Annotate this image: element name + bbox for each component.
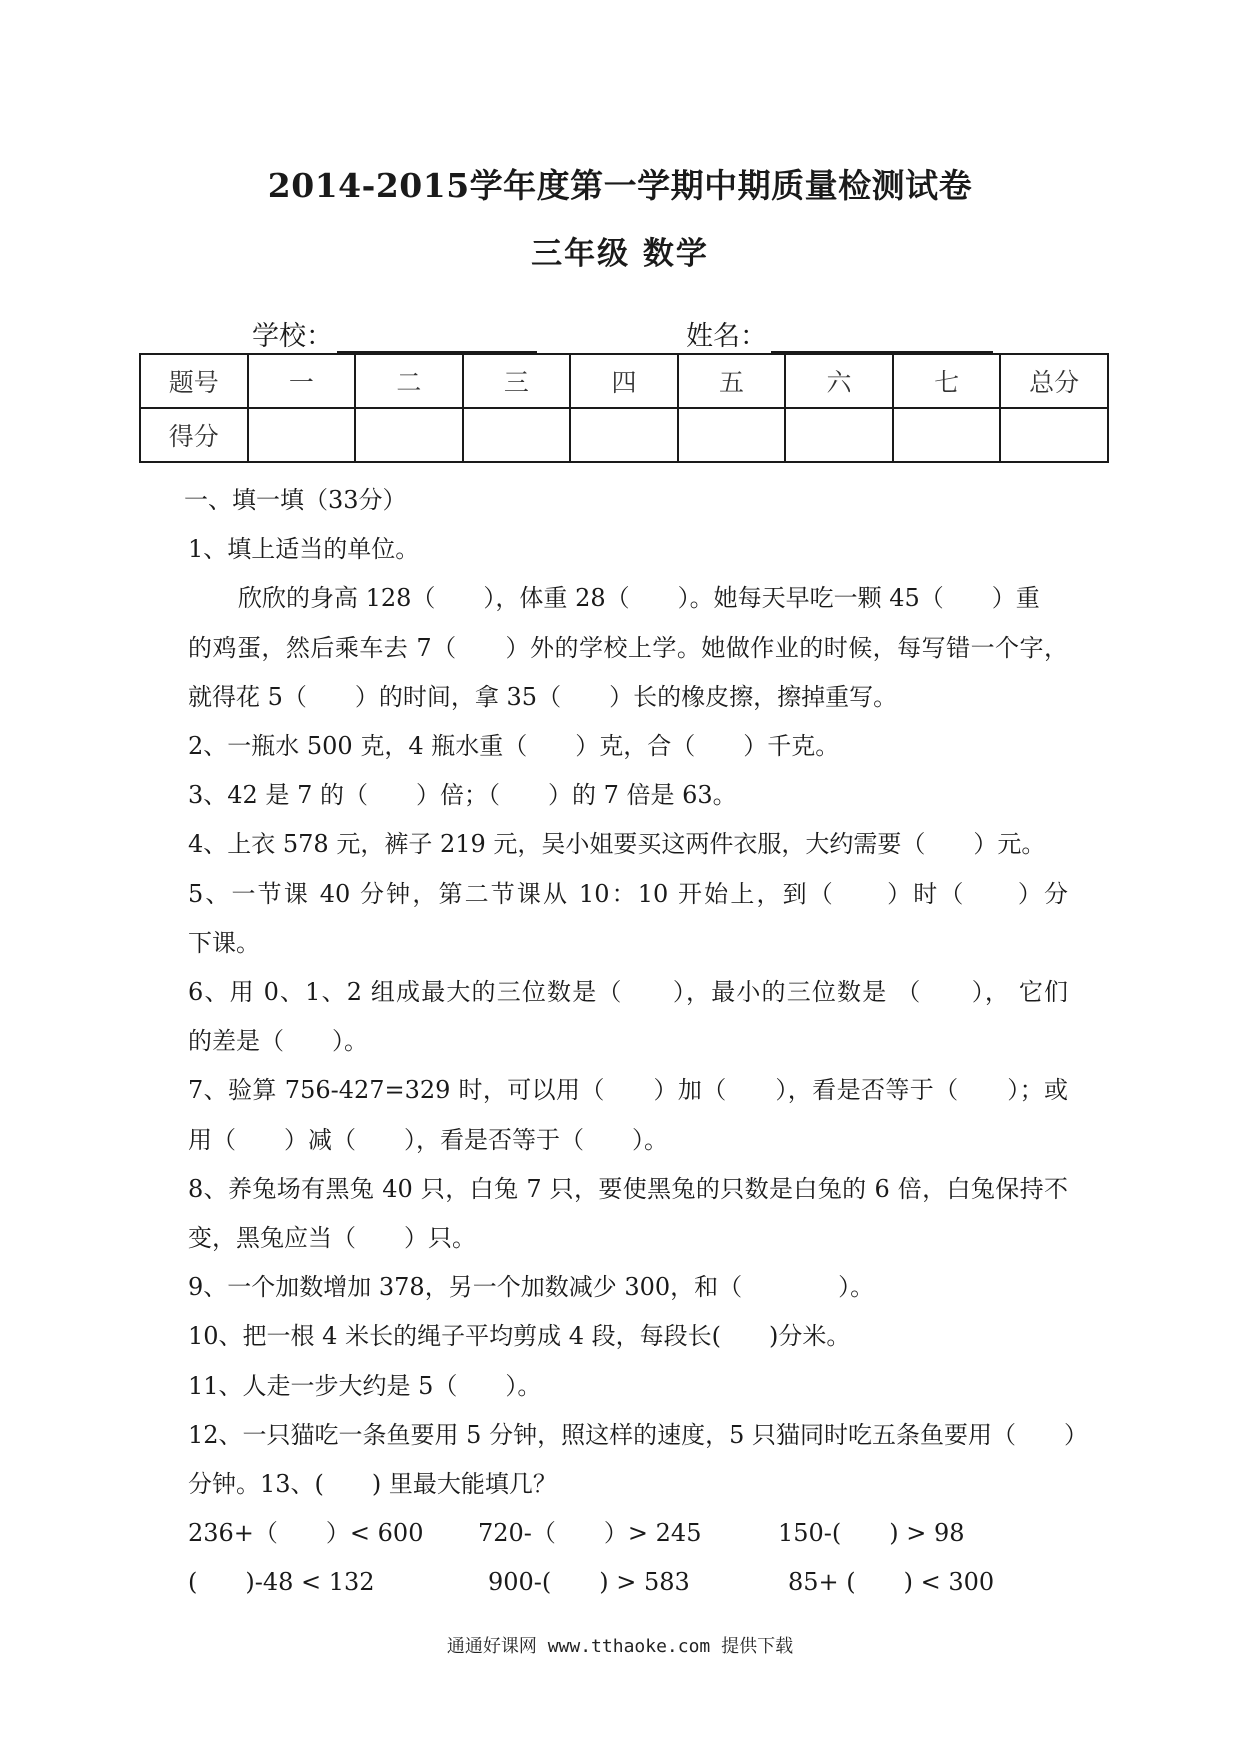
question-line: 8、养兔场有黑兔 40 只，白兔 7 只，要使黑兔的只数是白兔的 6 倍，白兔保持不 [188, 1174, 1068, 1203]
inequality-item: 720-（ ）> 245 [478, 1519, 702, 1548]
school-field [252, 314, 537, 353]
question-line: 的差是（ ）。 [188, 1027, 368, 1056]
question-line: 分钟。13、( ) 里最大能填几？ [188, 1470, 557, 1499]
section-heading: 一、填一填（33分） [184, 486, 407, 514]
score-table-header-row [140, 354, 1108, 408]
school-label: 学校： [252, 321, 333, 352]
question-line: 9、一个加数增加 378，另一个加数减少 300，和（ ）。 [188, 1273, 875, 1302]
exam-title: 2014-2015学年度第一学期中期质量检测试卷 [267, 166, 973, 205]
question-line: 就得花 5（ ）的时间，拿 35（ ）长的橡皮擦，擦掉重写。 [188, 682, 898, 711]
score-input-cell[interactable] [248, 408, 356, 462]
score-row-label: 得分 [140, 408, 248, 462]
score-input-cell[interactable] [1000, 408, 1108, 462]
question-line: 6、用 0、1、2 组成最大的三位数是（ ），最小的三位数是 （ ）， 它们 [188, 978, 1068, 1007]
score-header-cell: 五 [678, 354, 786, 408]
question-line: 2、一瓶水 500 克，4 瓶水重（ ）克，合（ ）千克。 [188, 732, 840, 761]
name-field [686, 314, 993, 353]
score-header-cell: 题号 [140, 354, 248, 408]
question-line: 的鸡蛋，然后乘车去 7（ ）外的学校上学。她做作业的时候，每写错一个字， [188, 633, 1068, 662]
question-line: 下课。 [188, 928, 260, 957]
score-header-cell: 一 [248, 354, 356, 408]
score-input-cell[interactable] [678, 408, 786, 462]
score-table [139, 353, 1109, 463]
inequality-row [188, 1558, 1068, 1607]
exam-subtitle: 三年级 数学 [531, 236, 709, 272]
question-line: 7、验算 756-427=329 时，可以用（ ）加（ ），看是否等于（ ）；或 [188, 1076, 1068, 1105]
question-line: 10、把一根 4 米长的绳子平均剪成 4 段，每段长( )分米。 [188, 1322, 851, 1351]
score-input-cell[interactable] [893, 408, 1001, 462]
score-header-cell: 三 [463, 354, 571, 408]
inequality-row [188, 1509, 1068, 1558]
score-header-cell: 总分 [1000, 354, 1108, 408]
score-header-cell: 七 [893, 354, 1001, 408]
inequality-item: 150-( ) > 98 [778, 1519, 965, 1548]
question-line: 1、填上适当的单位。 [188, 535, 420, 564]
question-line: 11、人走一步大约是 5（ ）。 [188, 1371, 542, 1400]
score-header-cell: 六 [785, 354, 893, 408]
name-blank-line[interactable] [771, 321, 993, 353]
question-line: 用（ ）减（ ），看是否等于（ ）。 [188, 1125, 668, 1154]
question-line: 4、上衣 578 元，裤子 219 元，吴小姐要买这两件衣服，大约需要（ ）元。 [188, 830, 1046, 859]
score-header-cell: 四 [570, 354, 678, 408]
inequality-item: 900-( ) > 583 [488, 1568, 690, 1597]
score-input-cell[interactable] [463, 408, 571, 462]
section-fill-in [184, 476, 1088, 1608]
name-label: 姓名： [686, 321, 767, 352]
question-line: 12、一只猫吃一条鱼要用 5 分钟，照这样的速度，5 只猫同时吃五条鱼要用（ ） [188, 1420, 1088, 1449]
student-info-row [252, 314, 1012, 354]
question-line: 3、42 是 7 的（ ）倍；（ ）的 7 倍是 63。 [188, 781, 737, 810]
question-line: 5、一节课 40 分钟，第二节课从 10：10 开始上，到（ ）时（ ）分 [188, 879, 1068, 908]
inequality-item: 85+ ( ) < 300 [788, 1568, 995, 1597]
score-header-cell: 二 [355, 354, 463, 408]
question-line: 变，黑兔应当（ ）只。 [188, 1224, 476, 1253]
school-blank-line[interactable] [337, 321, 537, 353]
download-footer: 通通好课网 www.tthaoke.com 提供下载 [446, 1636, 794, 1657]
score-input-cell[interactable] [355, 408, 463, 462]
score-input-cell[interactable] [785, 408, 893, 462]
score-table-score-row [140, 408, 1108, 462]
score-input-cell[interactable] [570, 408, 678, 462]
inequality-item: 236+（ ）< 600 [188, 1519, 424, 1548]
question-line: 欣欣的身高 128（ ），体重 28（ ）。她每天早吃一颗 45（ ）重 [238, 584, 1040, 613]
inequality-item: ( )-48 < 132 [188, 1568, 375, 1597]
